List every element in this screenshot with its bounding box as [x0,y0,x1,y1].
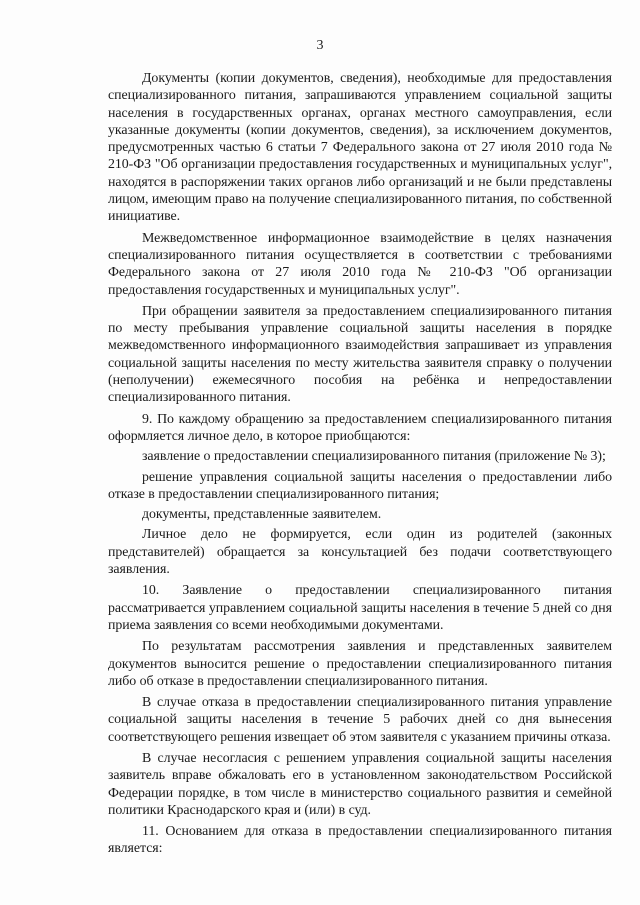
paragraph-decision: решение управления социальной защиты населения о предоставлении либо отказе в предоставлении специализированного питания; [108,469,612,502]
paragraph-documents-request: Документы (копии документов, сведения), необходимые для предоставления специализированного питания, запрашиваются управлением социальной защиты населения в государственных органах, органах местного самоуправления, если указанные документы (копии документов, сведения), за исключением документов, предусмотренных частью 6 статьи 7 Федерального закона от 27 июля 2010 года № 210-ФЗ "Об организации предоставления государственных и муниципальных услуг", находятся в распоряжении таких органов либо организаций и не были представлены лицом, имеющим право на получение специализированного питания, по собственной инициативе. [108,71,612,225]
paragraph-refusal-notice: В случае отказа в предоставлении специализированного питания управление социальной защиты населения в течение 5 рабочих дней со дня вынесения соответствующего решения извещает об этом заявителя с указанием причины отказа. [108,695,612,745]
paragraph-submitted-documents: документы, представленные заявителем. [142,507,382,523]
page-number: 3 [316,38,324,53]
paragraph-item-9: 9. По каждому обращению за предоставлением специализированного питания оформляется личное дело, в которое приобщаются: [108,411,612,444]
paragraph-review-results: По результатам рассмотрения заявления и представленных заявителем документов выносится решение о предоставлении специализированного питания либо об отказе в предоставлении специализированного питания. [108,639,612,689]
document-body [108,70,612,862]
paragraph-item-11: 11. Основанием для отказа в предоставлении специализированного питания является: [108,824,612,857]
paragraph-appeal: В случае несогласия с решением управления социальной защиты населения заявитель вправе обжаловать его в установленном законодательством Российской Федерации порядке, в том числе в министерство социального развития и семейной политики Краснодарского края и (или) в суд. [108,750,612,818]
paragraph-interagency-interaction: Межведомственное информационное взаимодействие в целях назначения специализированного питания осуществляется в соответствии с требованиями Федерального закона от 27 июля 2010 года № 210-ФЗ "Об организации предоставления государственных и муниципальных услуг". [108,230,612,298]
paragraph-no-personal-file: Личное дело не формируется, если один из родителей (законных представителей) обращается за консультацией без подачи соответствующего заявления. [108,527,612,578]
paragraph-item-10: 10. Заявление о предоставлении специализированного питания рассматривается управлением социальной защиты населения в течение 5 дней со дня приема заявления со всеми необходимыми документами. [108,583,612,633]
paragraph-application: заявление о предоставлении специализированного питания (приложение № 3); [142,449,606,465]
paragraph-stay-location-request: При обращении заявителя за предоставлением специализированного питания по месту пребывания управление социальной защиты населения в порядке межведомственного информационного взаимодействия запрашивает из управления социальной защиты населения по месту жительства заявителя справку о получении (неполучении) ежемесячного пособия на ребёнка и непредоставлении специализированного питания. [108,303,612,406]
